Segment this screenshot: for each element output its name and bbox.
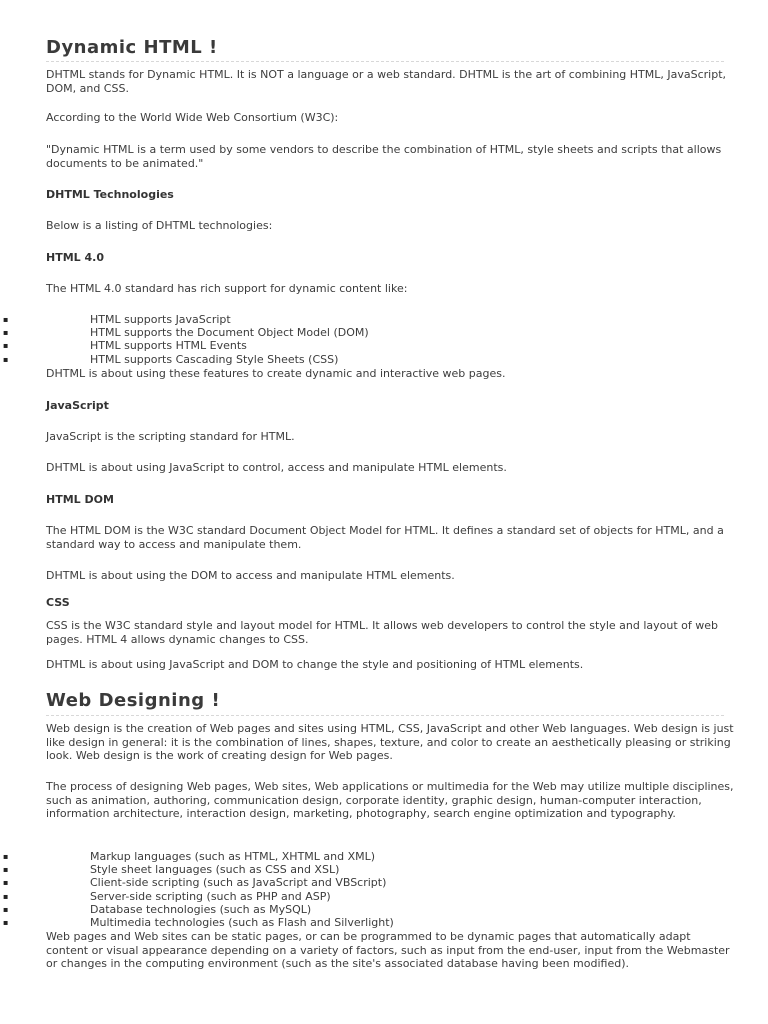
bullet-marker: ▪	[3, 878, 9, 888]
html-dom-text-2: DHTML is about using the DOM to access and manipulate HTML elements.	[46, 569, 455, 582]
webdesign-text-3: Web pages and Web sites can be static pages, or can be programmed to be dynamic pages that automatically adapt content or visual appearance depending on a variety of factors, such as input from the end-user, input from the Webmaster or changes in the computing environment (such as the site's associated database having been modified).	[46, 930, 730, 970]
html4-text: The HTML 4.0 standard has rich support for dynamic content like:	[46, 282, 408, 295]
bullet-marker: ▪	[3, 315, 9, 324]
dhtml-w3c-intro: According to the World Wide Web Consortium (W3C):	[46, 111, 339, 124]
bullet-marker: ▪	[3, 891, 9, 901]
bullet-marker: ▪	[3, 328, 9, 338]
list-item-text: Style sheet languages (such as CSS and XSL)	[90, 863, 340, 877]
bullet-marker: ▪	[3, 341, 9, 351]
list-item	[0, 339, 740, 352]
dhtml-title: Dynamic HTML !	[46, 37, 218, 58]
list-item-text: Database technologies (such as MySQL)	[90, 902, 312, 916]
webdesign-title: Web Designing !	[46, 690, 221, 711]
list-item-text: HTML supports the Document Object Model (DOM)	[90, 326, 369, 340]
list-item	[0, 326, 740, 339]
html4-bullet-list	[0, 313, 740, 366]
list-item	[0, 850, 740, 863]
html-dom-heading: HTML DOM	[46, 493, 114, 506]
bullet-marker: ▪	[3, 354, 9, 364]
dhtml-w3c-quote: "Dynamic HTML is a term used by some vendors to describe the combination of HTML, style sheets and scripts that allows documents to be animated."	[46, 143, 722, 170]
list-item	[0, 916, 740, 929]
list-item	[0, 876, 740, 889]
dhtml-title-rule	[46, 61, 724, 62]
dhtml-intro: DHTML stands for Dynamic HTML. It is NOT a language or a web standard. DHTML is the art of combining HTML, JavaScript, DOM, and CSS.	[46, 68, 727, 95]
html-dom-text-1: The HTML DOM is the W3C standard Document Object Model for HTML. It defines a standard set of objects for HTML, and a standard way to access and manipulate them.	[46, 524, 724, 551]
list-item-text: Markup languages (such as HTML, XHTML and XML)	[90, 850, 376, 863]
css-text-1: CSS is the W3C standard style and layout model for HTML. It allows web developers to control the style and layout of web pages. HTML 4 allows dynamic changes to CSS.	[46, 619, 719, 646]
list-item-text: Multimedia technologies (such as Flash and Silverlight)	[90, 915, 394, 929]
list-item-text: Server-side scripting (such as PHP and ASP)	[90, 889, 331, 903]
css-heading: CSS	[46, 596, 70, 609]
list-item-text: Client-side scripting (such as JavaScript and VBScript)	[90, 876, 387, 890]
bullet-marker: ▪	[3, 865, 9, 875]
html4-after-text: DHTML is about using these features to create dynamic and interactive web pages.	[46, 367, 506, 380]
list-item-text: HTML supports Cascading Style Sheets (CSS)	[90, 352, 339, 366]
webdesign-text-1: Web design is the creation of Web pages and sites using HTML, CSS, JavaScript and other Web languages. Web design is just like design in general: it is the combination of lines, shapes, texture, and color to create an aesthetically pleasing or striking look. Web design is the work of creating design for Web pages.	[46, 722, 734, 762]
webdesign-title-rule	[46, 715, 724, 716]
javascript-text-2: DHTML is about using JavaScript to control, access and manipulate HTML elements.	[46, 461, 507, 474]
list-item	[0, 863, 740, 876]
list-item	[0, 353, 740, 366]
webdesign-bullet-list	[0, 850, 740, 929]
list-item-text: HTML supports JavaScript	[90, 313, 231, 326]
list-item	[0, 313, 740, 326]
javascript-text-1: JavaScript is the scripting standard for HTML.	[46, 430, 295, 443]
list-item	[0, 903, 740, 916]
dhtml-technologies-heading: DHTML Technologies	[46, 188, 174, 201]
list-item	[0, 890, 740, 903]
html4-heading: HTML 4.0	[46, 251, 104, 264]
dhtml-technologies-intro: Below is a listing of DHTML technologies:	[46, 219, 273, 232]
webdesign-text-2: The process of designing Web pages, Web sites, Web applications or multimedia for the Web may utilize multiple disciplines, such as animation, authoring, communication design, corporate identity, graphic design, human-computer interaction, information architecture, interaction design, marketing, photography, search engine optimization and typography.	[46, 780, 734, 820]
css-text-2: DHTML is about using JavaScript and DOM to change the style and positioning of HTML elements.	[46, 658, 584, 671]
bullet-marker: ▪	[3, 904, 9, 914]
list-item-text: HTML supports HTML Events	[90, 339, 247, 353]
javascript-heading: JavaScript	[46, 399, 109, 412]
bullet-marker: ▪	[3, 917, 9, 927]
bullet-marker: ▪	[3, 852, 9, 861]
